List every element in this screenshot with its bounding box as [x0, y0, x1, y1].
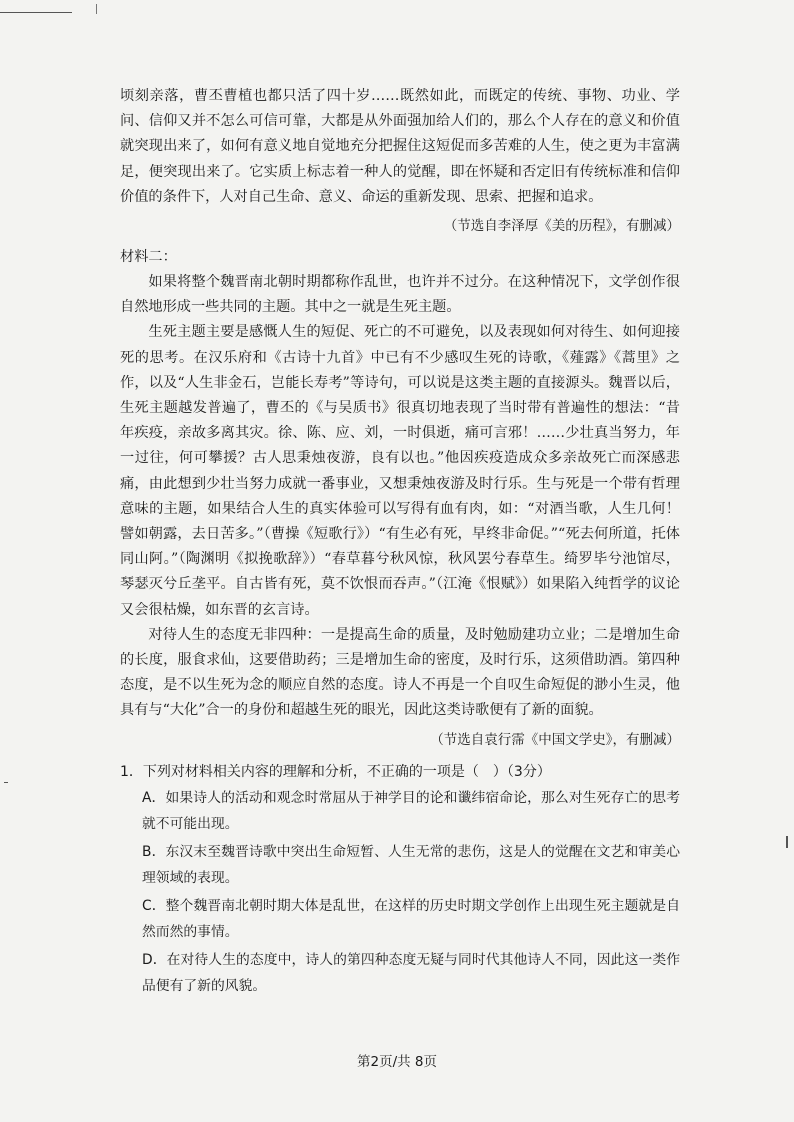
scan-edge-line [0, 12, 72, 13]
material1-tail: 顷刻亲落，曹丕曹植也都只活了四十岁……既然如此，而既定的传统、事物、功业、学问、信仰又并不怎么可信可靠，大都是从外面强加给人们的，那么个人存在的意义和价值就突现出来了，如何有意义地自觉地充分把握住这短促而多苦难的人生，使之更为丰富满足，便突现出来了。它实质上标志着一种人的觉醒，即在怀疑和否定旧有传统标准和信仰价值的条件下，人对自己生命、意义、命运的重新发现、思索、把握和追求。 [120, 88, 680, 205]
material2-paragraph-2: 生死主题主要是感慨人生的短促、死亡的不可避免，以及表现如何对待生、如何迎接死的思考。在汉乐府和《古诗十九首》中已有不少感叹生死的诗歌，《薤露》《蒿里》之作，以及“人生非金石，岂能长寿考”等诗句，可以说是这类主题的直接源头。魏晋以后，生死主题越发普遍了，曹丕的《与吴质书》很真切地表现了当时带有普遍性的想法：“昔年疾疫，亲故多离其灾。徐、陈、应、刘，一时俱逝，痛可言邪！……少壮真当努力，年一过往，何可攀援？古人思秉烛夜游，良有以也。”他因疾疫造成众多亲故死亡而深感悲痛，由此想到少壮当努力成就一番事业，又想秉烛夜游及时行乐。生与死是一个带有哲理意味的主题，如果结合人生的真实体验可以写得有血有肉，如：“对酒当歌，人生几何！譬如朝露，去日苦多。”（曹操《短歌行》）“有生必有死，早终非命促。”“死去何所道，托体同山阿。”（陶渊明《拟挽歌辞》）“春草暮兮秋风惊，秋风罢兮春草生。绮罗毕兮池馆尽，琴瑟灭兮丘垄平。自古皆有死，莫不饮恨而吞声。”（江淹《恨赋》）如果陷入纯哲学的议论又会很枯燥，如东晋的玄言诗。 [120, 324, 680, 618]
question-1 [120, 759, 680, 999]
source-citation-1: （节选自李泽厚《美的历程》，有删减） [443, 218, 680, 235]
scan-edge-mark [96, 4, 97, 14]
option-a: A．如果诗人的活动和观念时常屈从于神学目的论和谶纬宿命论，那么对生死存亡的思考就不可能出现。 [142, 789, 680, 832]
page-footer: 第2页/共 8页 [356, 1054, 438, 1070]
option-b: B．东汉末至魏晋诗歌中突出生命短暂、人生无常的悲伤，这是人的觉醒在文艺和审美心理领域的表现。 [142, 843, 680, 886]
page-content [120, 84, 680, 1001]
source-citation-2: （节选自袁行霈《中国文学史》，有删减） [430, 731, 680, 748]
scan-edge-mark-left [4, 782, 8, 783]
question-stem: 1．下列对材料相关内容的理解和分析，不正确的一项是（ ）（3分） [120, 763, 551, 780]
material2-paragraph-3: 对待人生的态度无非四种：一是提高生命的质量，及时勉励建功立业；二是增加生命的长度，服食求仙，这要借助药；三是增加生命的密度，及时行乐，这须借助酒。第四种态度，是不以生死为念的顺应自然的态度。诗人不再是一个自叹生命短促的渺小生灵，他具有与“大化”合一的身份和超越生死的眼光，因此这类诗歌便有了新的面貌。 [120, 626, 680, 719]
option-d: D．在对待人生的态度中，诗人的第四种态度无疑与同时代其他诗人不同，因此这一类作品便有了新的风貌。 [142, 951, 680, 994]
option-c: C．整个魏晋南北朝时期大体是乱世，在这样的历史时期文学创作上出现生死主题就是自然而然的事情。 [142, 897, 680, 940]
material2-paragraph-1: 如果将整个魏晋南北朝时期都称作乱世，也许并不过分。在这种情况下，文学创作很自然地形成一些共同的主题。其中之一就是生死主题。 [120, 274, 680, 316]
material2-heading: 材料二： [120, 249, 177, 266]
scan-edge-mark-right [786, 836, 788, 848]
